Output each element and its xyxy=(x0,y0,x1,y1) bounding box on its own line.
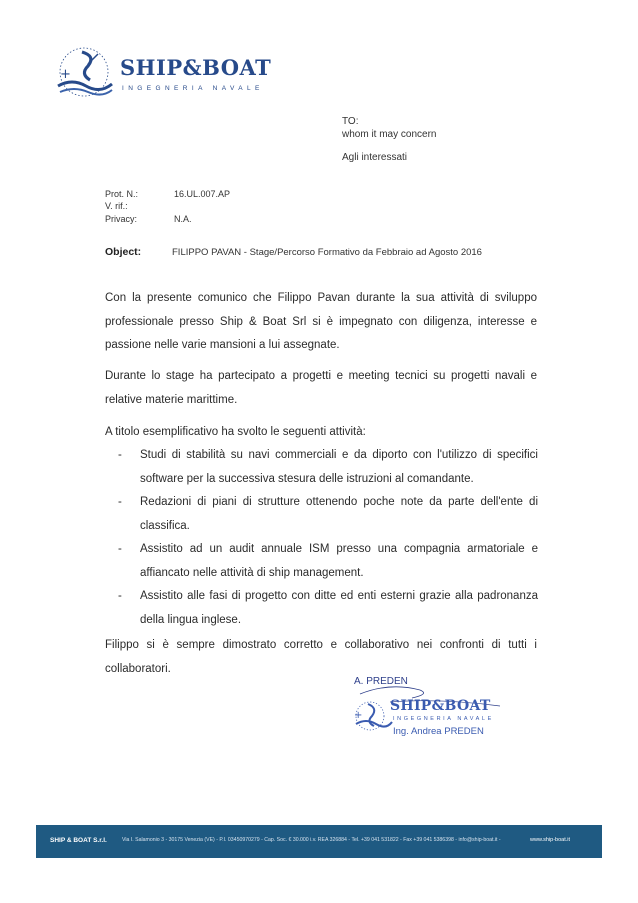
list-item-text: Assistito ad un audit annuale ISM presso una compagnia armatoriale e affiancato nelle attività di ship management. xyxy=(140,543,538,579)
list-item-text: Studi di stabilità su navi commerciali e da diporto con l'utilizzo di specifici software per la successiva stesura delle istruzioni al comandante. xyxy=(140,449,538,485)
object-text: FILIPPO PAVAN - Stage/Percorso Formativo da Febbraio ad Agosto 2016 xyxy=(172,247,482,258)
bullet-dash: - xyxy=(118,449,122,461)
footer-details: Via I. Salamonio 3 - 30175 Venezia (VE) - P.I. 03450970279 - Cap. Soc. € 30.000 i.v. REA 326884 - Tel. +39 041 531822 - Fax +39 041 5386398 - info@ship-boat.it - xyxy=(122,837,501,843)
activity-list xyxy=(118,444,538,632)
ref-value-prot: 16.UL.007.AP xyxy=(174,189,231,199)
bullet-dash: - xyxy=(118,496,122,508)
stamp-engineer-name: Ing. Andrea PREDEN xyxy=(393,726,484,737)
body-paragraph-1: Con la presente comunico che Filippo Pavan durante la sua attività di sviluppo professionale presso Ship & Boat Srl si è impegnato con diligenza, interesse e passione nelle varie mansioni a lui assegnate. xyxy=(105,292,537,351)
list-item xyxy=(118,444,538,491)
body-paragraph-3: A titolo esemplificativo ha svolto le seguenti attività: xyxy=(105,426,366,438)
object-label: Object: xyxy=(105,246,142,258)
stamp-company-name: SHIP&BOAT xyxy=(390,698,491,714)
logo-subtitle: INGEGNERIA NAVALE xyxy=(122,85,264,92)
ref-value-privacy: N.A. xyxy=(174,214,192,224)
stamp-subtitle: INGEGNERIA NAVALE xyxy=(393,716,494,722)
signature-block xyxy=(330,672,530,752)
body-paragraph-4: Filippo si è sempre dimostrato corretto e collaborativo nei confronti di tutti i collaboratori. xyxy=(105,639,537,675)
list-item xyxy=(118,491,538,538)
company-logo xyxy=(52,42,272,106)
list-item-text: Assistito alle fasi di progetto con ditte ed enti esterni grazie alla padronanza della lingua inglese. xyxy=(140,590,538,626)
ref-label-privacy: Privacy: xyxy=(105,214,138,224)
agli-interessati: Agli interessati xyxy=(342,152,408,163)
svg-text:+: + xyxy=(60,67,71,82)
svg-text:+: + xyxy=(354,710,363,721)
ref-label-vrif: V. rif.: xyxy=(105,201,128,211)
body-paragraph-2: Durante lo stage ha partecipato a progetti e meeting tecnici su progetti navali e relative materie marittime. xyxy=(105,370,537,406)
footer-website-link[interactable]: www.ship-boat.it xyxy=(530,837,571,843)
handwritten-signature: A. PREDEN xyxy=(354,676,408,687)
logo-name: SHIP&BOAT xyxy=(120,55,272,80)
ship-boat-logo-icon xyxy=(52,42,116,106)
footer-company: SHIP & BOAT S.r.l. xyxy=(50,837,107,844)
list-item xyxy=(118,585,538,632)
bullet-dash: - xyxy=(118,543,122,555)
to-value: whom it may concern xyxy=(342,129,437,140)
list-item-text: Redazioni di piani di strutture ottenendo poche note da parte dell'ente di classifica. xyxy=(140,496,538,532)
list-item xyxy=(118,538,538,585)
ref-label-prot: Prot. N.: xyxy=(105,189,139,199)
footer-bar xyxy=(36,825,602,858)
to-label: TO: xyxy=(342,116,359,127)
bullet-dash: - xyxy=(118,590,122,602)
